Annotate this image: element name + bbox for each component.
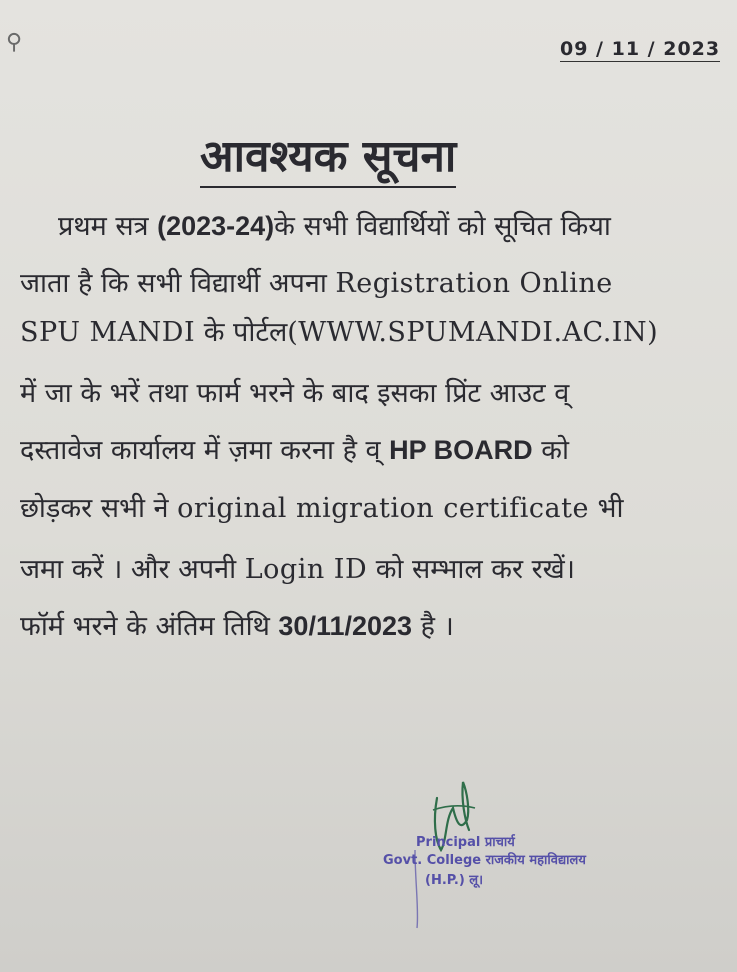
text: के पोर्टल xyxy=(195,317,288,348)
notice-date: 09 / 11 / 2023 xyxy=(560,38,721,60)
board-name: HP BOARD xyxy=(389,435,533,465)
last-date: 30/11/2023 xyxy=(278,611,413,641)
notice-line-3 xyxy=(20,312,717,349)
notice-line-5 xyxy=(20,430,717,467)
stamp-line-1: Principal प्राचार्य xyxy=(416,835,515,850)
session-year: (2023-24) xyxy=(157,211,275,241)
text: प्रथम सत्र xyxy=(58,211,158,242)
text: भी xyxy=(588,493,624,524)
text: फॉर्म भरने के अंतिम तिथि xyxy=(20,611,279,642)
text: जाता है कि सभी विद्यार्थी अपना xyxy=(20,268,336,299)
pin-icon: ⚲ xyxy=(6,30,23,55)
text-english: Registration Online xyxy=(335,268,613,299)
portal-url: (WWW.SPUMANDI.AC.IN) xyxy=(287,317,659,348)
stamp-line-2: Govt. College राजकीय महाविद्यालय xyxy=(383,853,586,868)
text-english: Login ID xyxy=(244,554,368,585)
notice-line-8 xyxy=(20,606,717,643)
notice-line-7 xyxy=(20,549,717,586)
text: दस्तावेज कार्यालय में ज़मा करना है व् xyxy=(20,435,390,466)
university-name: SPU MANDI xyxy=(20,317,196,348)
notice-line-4: में जा के भरें तथा फार्म भरने के बाद इसका प्रिंट आउट व् xyxy=(20,378,570,409)
text: को xyxy=(532,435,569,466)
text-english: original migration certificate xyxy=(177,493,589,524)
text: है । xyxy=(412,611,454,642)
text: को सम्भाल कर रखें। xyxy=(367,554,575,585)
notice-line-1 xyxy=(20,206,717,243)
text: के सभी विद्यार्थियों को सूचित किया xyxy=(274,211,611,242)
text: छोड़कर सभी ने xyxy=(20,493,178,524)
notice-title: आवश्यक सूचना xyxy=(200,124,456,188)
notice-line-2 xyxy=(20,263,717,300)
stamp-line-3: (H.P.) लू। xyxy=(425,873,484,888)
text: जमा करें । और अपनी xyxy=(20,554,245,585)
notice-line-6 xyxy=(20,488,717,525)
